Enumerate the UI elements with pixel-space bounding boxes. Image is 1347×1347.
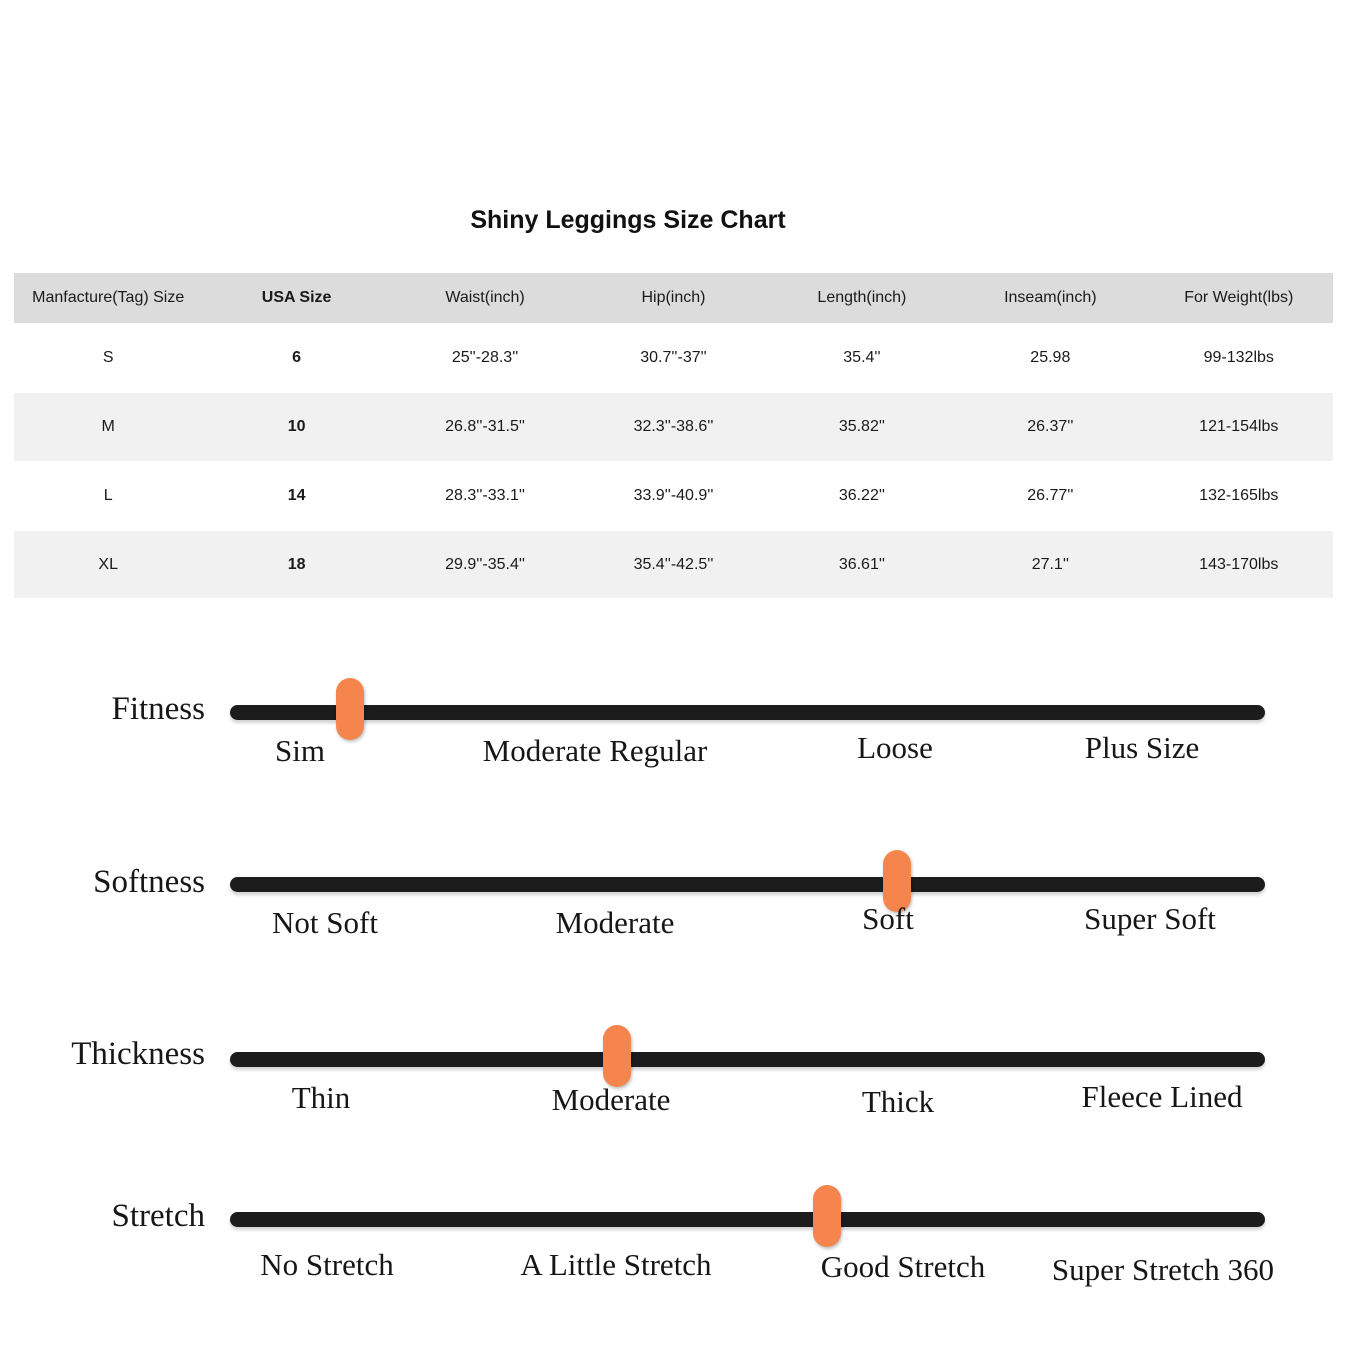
thickness-option-fleece-lined: Fleece Lined	[1081, 1079, 1243, 1114]
softness-option-not-soft: Not Soft	[272, 905, 378, 940]
column-header-length: Length(inch)	[817, 289, 907, 306]
cell-hip: 33.9''-40.9''	[633, 487, 714, 504]
thickness-option-moderate: Moderate	[551, 1082, 671, 1117]
cell-tag-size: M	[101, 418, 115, 435]
softness-option-super-soft: Super Soft	[1084, 901, 1216, 936]
stretch-bar	[230, 1212, 1265, 1227]
stretch-option-no-stretch: No Stretch	[260, 1247, 394, 1282]
fitness-bar	[230, 705, 1265, 720]
thickness-slider-marker[interactable]	[603, 1025, 631, 1087]
cell-hip: 30.7''-37''	[640, 349, 707, 366]
cell-inseam: 27.1''	[1031, 555, 1069, 573]
column-header-hip: Hip(inch)	[641, 289, 706, 306]
cell-waist: 29.9''-35.4''	[445, 555, 525, 573]
column-header-tag-size: Manfacture(Tag) Size	[32, 289, 185, 306]
fitness-option-loose: Loose	[857, 730, 933, 765]
cell-tag-size: L	[103, 487, 113, 504]
thickness-bar	[230, 1052, 1265, 1067]
column-header-inseam: Inseam(inch)	[1004, 289, 1097, 306]
stretch-label: Stretch	[111, 1198, 205, 1234]
cell-waist: 26.8''-31.5''	[445, 418, 525, 435]
table-row-l	[14, 461, 1333, 531]
cell-tag-size: XL	[98, 555, 118, 573]
stretch-option-a-little-stretch: A Little Stretch	[520, 1247, 712, 1282]
fitness-label: Fitness	[111, 691, 205, 727]
cell-length: 36.61''	[838, 555, 885, 573]
fitness-option-moderate-regular: Moderate Regular	[482, 733, 708, 768]
thickness-option-thin: Thin	[291, 1080, 351, 1115]
stretch-slider-marker[interactable]	[813, 1185, 841, 1247]
cell-length: 35.4''	[843, 349, 881, 366]
cell-length: 35.82''	[838, 418, 885, 435]
cell-waist: 28.3''-33.1''	[445, 487, 525, 504]
table-row-xl	[14, 531, 1333, 598]
fitness-option-plus-size: Plus Size	[1084, 730, 1200, 765]
cell-usa-size: 6	[292, 349, 302, 366]
page-title: Shiny Leggings Size Chart	[470, 206, 786, 234]
softness-label: Softness	[93, 864, 205, 900]
softness-option-soft: Soft	[862, 901, 914, 936]
cell-inseam: 25.98	[1030, 349, 1071, 366]
stretch-option-good-stretch: Good Stretch	[820, 1249, 986, 1284]
cell-inseam: 26.77''	[1027, 487, 1074, 504]
softness-bar	[230, 877, 1265, 892]
softness-option-moderate: Moderate	[555, 905, 675, 940]
fitness-option-sim: Sim	[275, 733, 325, 768]
stretch-option-super-stretch-360: Super Stretch 360	[1051, 1252, 1275, 1287]
table-row-m	[14, 393, 1333, 461]
cell-waist: 25''-28.3''	[451, 349, 519, 366]
table-header-row	[14, 273, 1333, 323]
cell-length: 36.22''	[838, 487, 885, 504]
table-row-s	[14, 323, 1333, 393]
cell-tag-size: S	[102, 349, 114, 366]
thickness-option-thick: Thick	[861, 1084, 935, 1119]
cell-weight: 121-154lbs	[1199, 418, 1279, 435]
cell-hip: 32.3''-38.6''	[633, 418, 714, 435]
cell-usa-size: 14	[287, 487, 306, 504]
cell-weight: 143-170lbs	[1199, 555, 1279, 573]
cell-weight: 99-132lbs	[1203, 349, 1274, 366]
cell-inseam: 26.37''	[1027, 418, 1074, 435]
cell-usa-size: 18	[287, 555, 306, 573]
fitness-slider-marker[interactable]	[336, 678, 364, 740]
column-header-usa-size: USA Size	[261, 289, 332, 306]
column-header-weight: For Weight(lbs)	[1184, 289, 1294, 306]
column-header-waist: Waist(inch)	[445, 289, 525, 306]
thickness-label: Thickness	[71, 1036, 205, 1072]
cell-usa-size: 10	[287, 418, 306, 435]
size-table	[14, 273, 1333, 598]
cell-hip: 35.4''-42.5''	[633, 555, 714, 573]
cell-weight: 132-165lbs	[1199, 487, 1279, 504]
